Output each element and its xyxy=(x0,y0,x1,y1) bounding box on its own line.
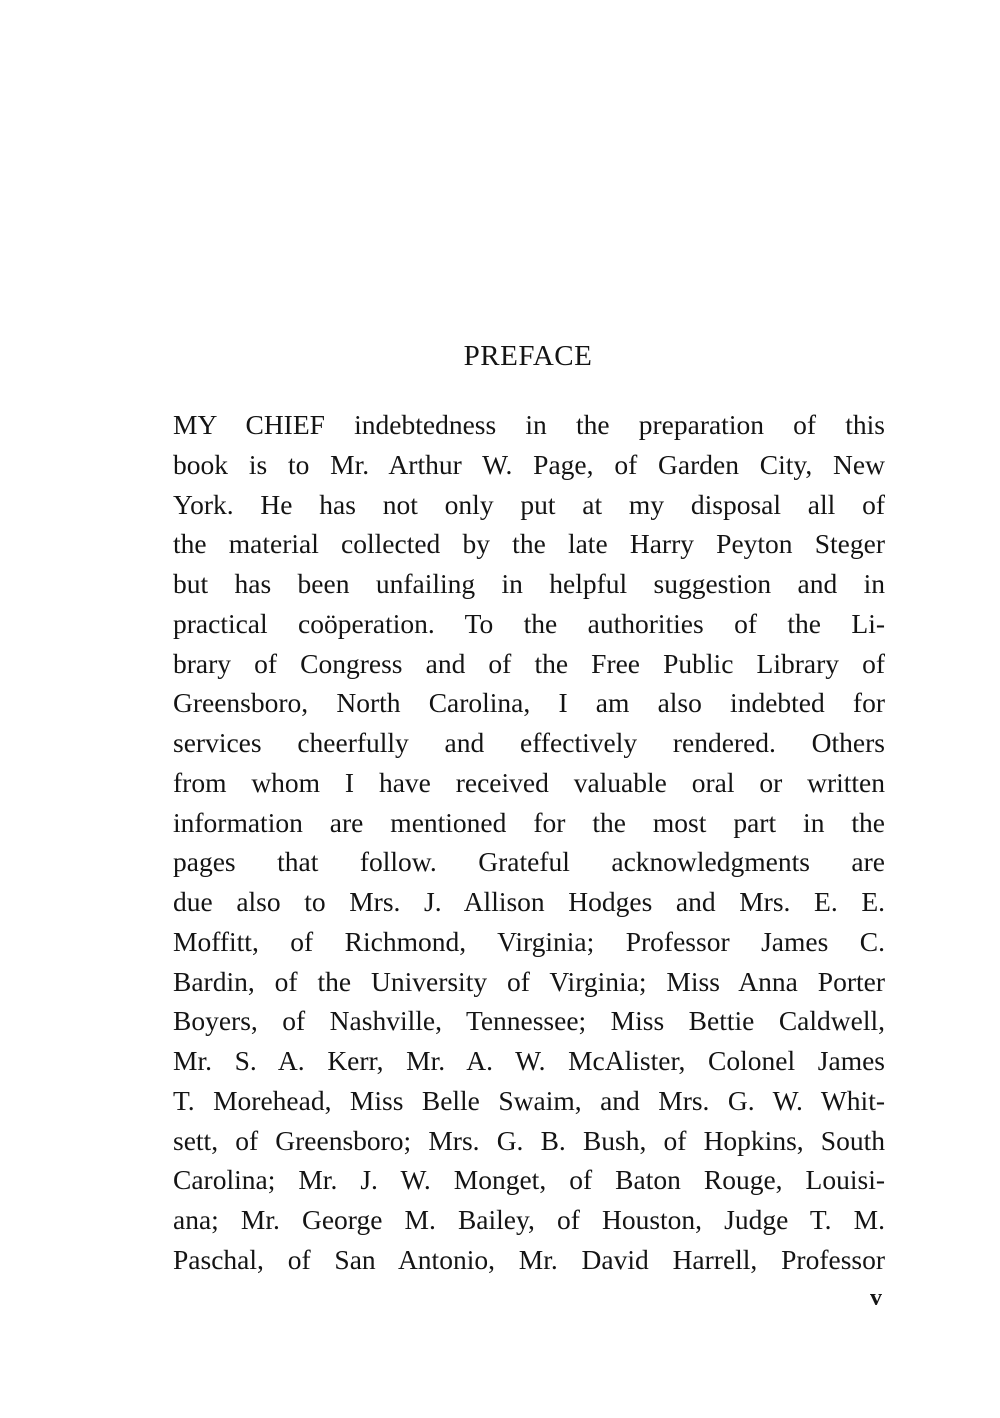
preface-body xyxy=(173,405,885,1280)
text-line: services cheerfully and effectively rendered. Others xyxy=(173,727,885,758)
text-line: York. He has not only put at my disposal all of xyxy=(173,488,885,520)
text-line: Boyers, of Nashville, Tennessee; Miss Bettie Caldwell, xyxy=(173,1005,885,1037)
text-line: ana; Mr. George M. Bailey, of Houston, Judge T. M. xyxy=(173,1204,885,1235)
text-line: Moffitt, of Richmond, Virginia; Professor James C. xyxy=(173,925,885,957)
text-line: T. Morehead, Miss Belle Swaim, and Mrs. G. W. Whit- xyxy=(173,1084,885,1116)
text-line: brary of Congress and of the Free Public Library of xyxy=(173,647,885,679)
text-line: practical coöperation. To the authorities of the Li- xyxy=(173,607,885,639)
text-line: information are mentioned for the most part in the xyxy=(173,806,885,838)
text-line: due also to Mrs. J. Allison Hodges and Mrs. E. E. xyxy=(173,886,885,917)
text-line: Paschal, of San Antonio, Mr. David Harrell, Professor xyxy=(173,1243,885,1275)
text-line: MY CHIEF indebtedness in the preparation of this xyxy=(173,409,885,440)
text-line: Bardin, of the University of Virginia; Miss Anna Porter xyxy=(173,965,885,997)
text-line: the material collected by the late Harry Peyton Steger xyxy=(173,528,885,560)
text-line: Greensboro, North Carolina, I am also indebted for xyxy=(173,687,885,719)
page-number: v xyxy=(870,1285,882,1311)
text-line: from whom I have received valuable oral or written xyxy=(173,766,885,798)
text-line: Carolina; Mr. J. W. Monget, of Baton Rouge, Louisi- xyxy=(173,1164,885,1196)
page-title: PREFACE xyxy=(463,340,593,372)
text-line: book is to Mr. Arthur W. Page, of Garden City, New xyxy=(173,448,885,480)
text-line: sett, of Greensboro; Mrs. G. B. Bush, of Hopkins, South xyxy=(173,1124,885,1156)
text-line: but has been unfailing in helpful suggestion and in xyxy=(173,568,885,599)
text-line: pages that follow. Grateful acknowledgments are xyxy=(173,846,885,878)
text-line: Mr. S. A. Kerr, Mr. A. W. McAlister, Colonel James xyxy=(173,1045,885,1076)
